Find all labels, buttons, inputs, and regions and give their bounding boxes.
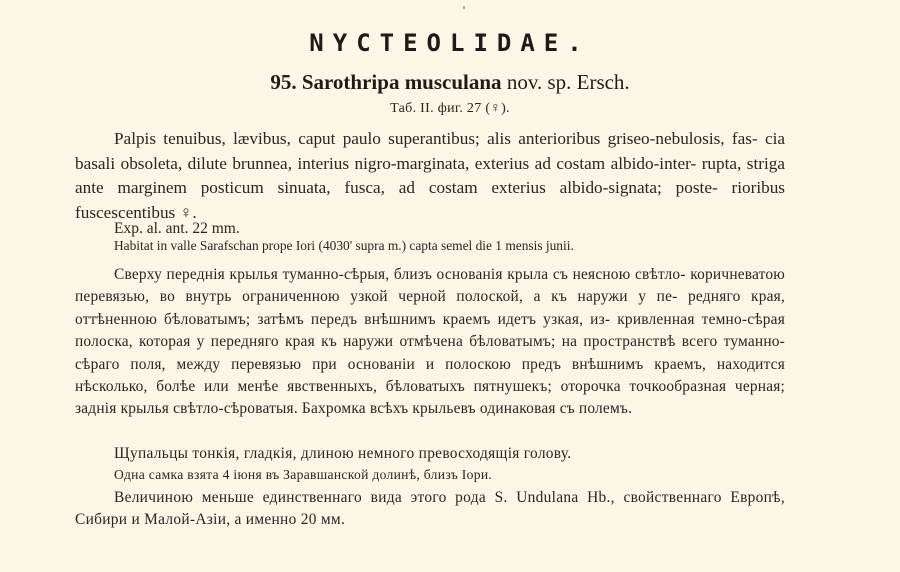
female-note: Одна самка взята 4 іюня въ Заравшанской долинѣ, близъ Іори. (114, 467, 493, 482)
russian-line: редняго края, оттѣненною бѣловатымъ; затѣмъ передъ внѣшнимъ краемъ идетъ узкая, из- (75, 288, 785, 328)
russian-line: предъ внѣшнимъ краемъ, находится нѣсколько, болѣе или менѣе явственныхъ, бѣловатыхъ (75, 355, 785, 396)
russian-line: коричневатою перевязью, во внутрь ограниченною узкой черной полоской, а къ наружи у пе- (75, 266, 785, 306)
russian-line: Сверху переднія крылья туманно-сѣрыя, близъ основанія крыла съ неясною свѣтло- (114, 266, 686, 283)
species-name: Sarothripa musculana (301, 70, 502, 94)
latin-line: Palpis tenuibus, lævibus, caput paulo superantibus; alis anterioribus griseo-nebulosis, fas- (114, 129, 758, 148)
latin-line: cia basali obsoleta, dilute brunnea, interius nigro-marginata, exterius ad costam albido-inter- (75, 129, 785, 173)
size-line: Европѣ, Сибири и Малой-Азіи, а именно 20 мм. (75, 489, 785, 529)
family-heading: NYCTEOLIDAE. (309, 29, 591, 57)
latin-description (75, 127, 785, 225)
plate-reference: Таб. II. фиг. 27 (♀). (390, 101, 510, 116)
size-line: Величиною меньше единственнаго вида этого рода S. Undulana Hb., свойственнаго (114, 489, 722, 506)
russian-line: кривленная темно-сѣрая полоска, которая у передняго края къ наружи отмѣчена бѣловатымъ; (75, 310, 785, 351)
habitat-note: Habitat in valle Sarafschan prope Iori (4030' supra m.) capta semel die 1 mensis junii. (114, 238, 574, 253)
species-number: 95. (270, 70, 297, 94)
latin-line: rioribus fuscescentibus ♀. (75, 178, 785, 222)
russian-line: на пространствѣ всего туманно-сѣраго поля, между перевязью при основаніи и полоскою (75, 333, 785, 373)
latin-line: rupta, striga ante marginem posticum sinuata, fusca, ad costam exterius albido-signata; poste- (75, 153, 785, 197)
palpi-note: Щупальцы тонкія, гладкія, длиною немного превосходящія голову. (114, 445, 572, 462)
wing-expanse: Exp. al. ant. 22 mm. (114, 220, 240, 237)
species-author: nov. sp. Ersch. (506, 70, 630, 94)
species-heading (0, 70, 900, 95)
print-mark (463, 6, 465, 9)
russian-line: пятнушекъ; оторочка точкообразная черная; заднія крылья свѣтло-сѣроватыя. Бахромка всѣхъ (75, 378, 785, 418)
russian-line: крыльевъ одинаковая съ полемъ. (412, 400, 633, 418)
size-comparison (75, 487, 785, 532)
russian-description (75, 264, 785, 421)
